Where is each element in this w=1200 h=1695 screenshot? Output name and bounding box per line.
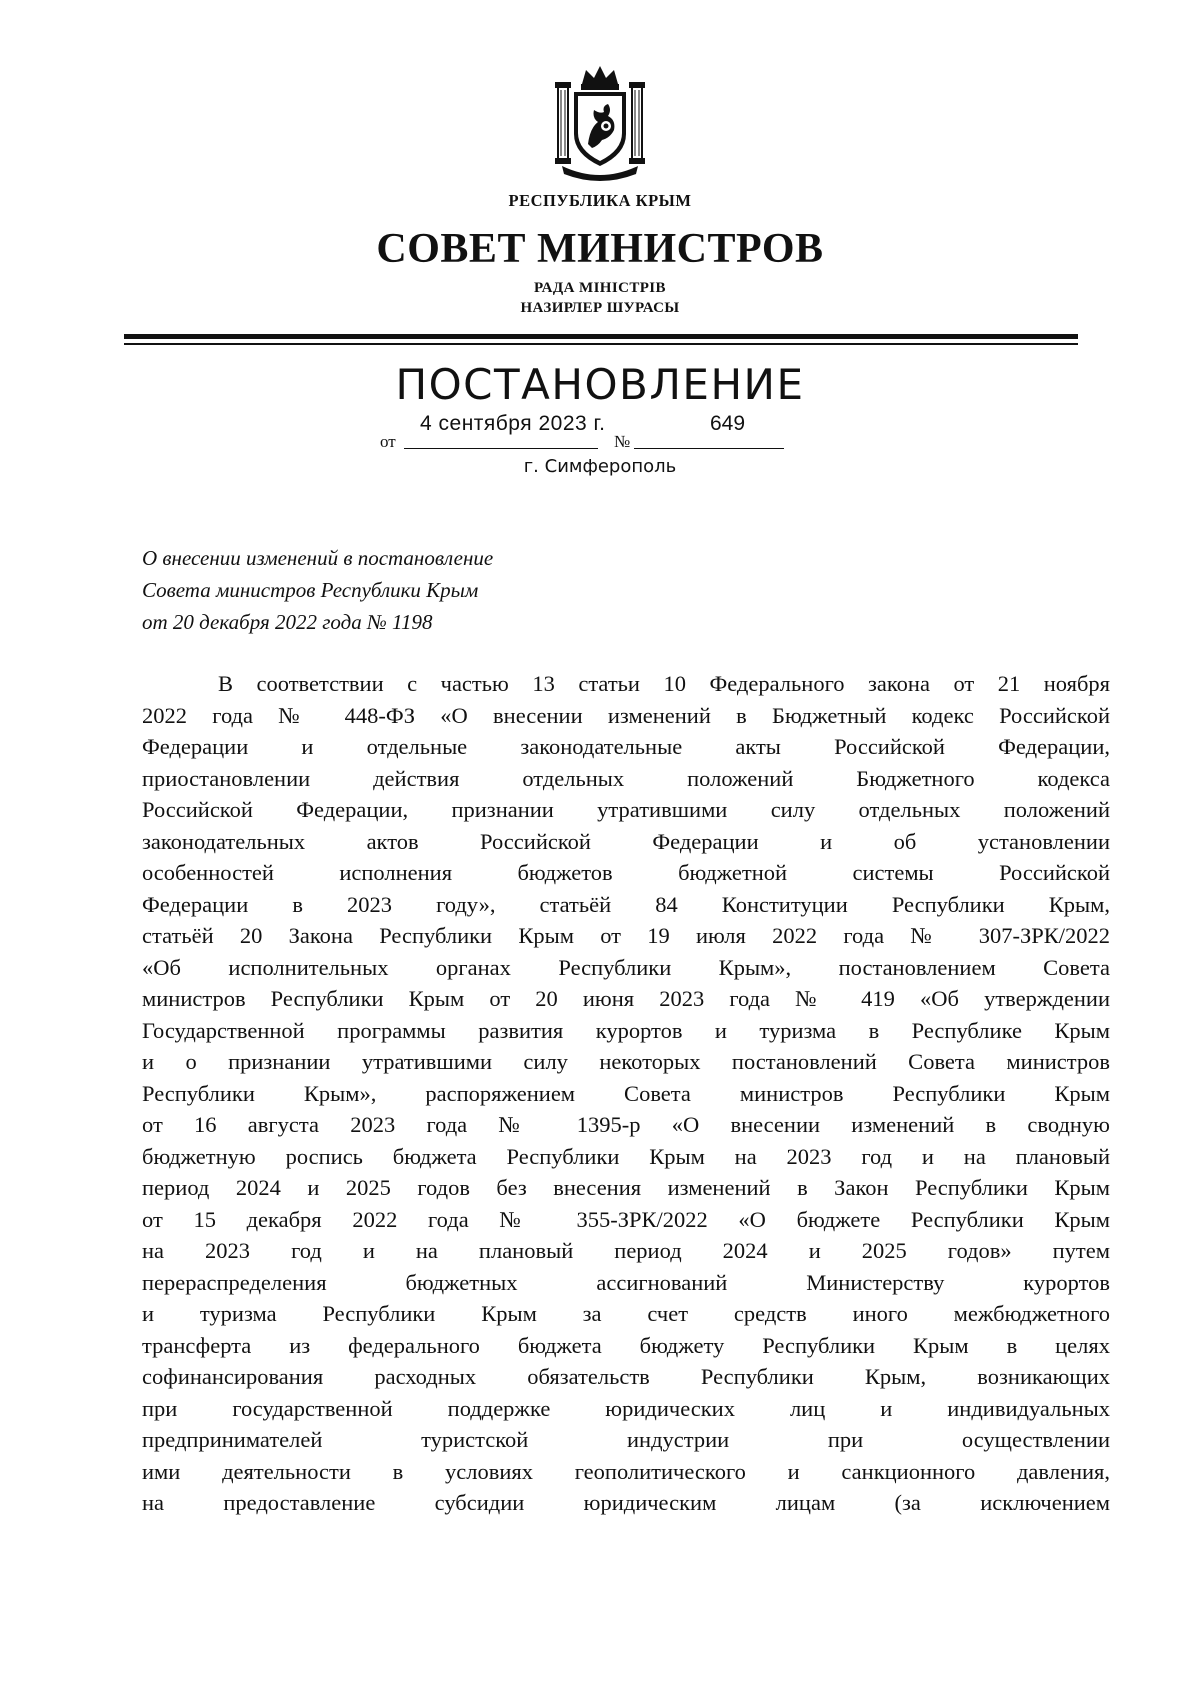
body-line: бюджетную роспись бюджета Республики Крым на 2023 год и на плановый [142,1143,1110,1169]
body-line: трансферта из федерального бюджета бюджету Республики Крым в целях [142,1332,1110,1358]
body-line: статьёй 20 Закона Республики Крым от 19 июля 2022 года № 307-ЗРК/2022 [142,923,1110,948]
body-line: Республики Крым», распоряжением Совета министров Республики Крым [142,1080,1110,1106]
crimea-coat-of-arms-icon [552,62,648,184]
body-line: предпринимателей туристской индустрии при осуществлении [142,1427,1110,1452]
decree-city: г. Симферополь [523,456,677,477]
number-label: № [614,432,631,451]
decree-body [142,668,1110,1519]
decree-date-number-row [380,412,820,452]
number-underline [634,448,784,449]
date-underline [404,448,598,449]
body-line: законодательных актов Российской Федерации и об установлении [142,828,1110,854]
body-line: на 2023 год и на плановый период 2024 и 2025 годов» путем [142,1238,1110,1263]
body-line: приостановлении действия отдельных положений Бюджетного кодекса [142,765,1110,791]
body-line: ими деятельности в условиях геополитического и санкционного давления, [142,1458,1110,1484]
date-from-label: от [380,432,396,451]
body-line: и туризма Республики Крым за счет средств иного межбюджетного [142,1301,1110,1326]
body-line: перераспределения бюджетных ассигнований Министерству курортов [142,1269,1110,1295]
body-line: «Об исполнительных органах Республики Крым», постановлением Совета [142,954,1110,980]
body-line: от 15 декабря 2022 года № 355-ЗРК/2022 «О бюджете Республики Крым [142,1206,1110,1232]
body-line: Федерации в 2023 году», статьёй 84 Конституции Республики Крым, [142,891,1110,917]
decree-title: ПОСТАНОВЛЕНИЕ [395,360,805,409]
body-line: Российской Федерации, признании утратившими силу отдельных положений [142,797,1110,822]
header-divider-thin [124,343,1078,345]
body-line: на предоставление субсидии юридическим лицам (за исключением [142,1490,1110,1515]
body-line: Федерации и отдельные законодательные акты Российской Федерации, [142,734,1110,759]
body-line: особенностей исполнения бюджетов бюджетной системы Российской [142,860,1110,885]
council-name-crimean-tatar: НАЗИРЛЕР ШУРАСЫ [520,300,680,316]
body-line: Государственной программы развития курортов и туризма в Республике Крым [142,1017,1110,1043]
decree-number: 649 [710,412,746,435]
subject-line: Совета министров Республики Крым [142,578,479,602]
body-line: и о признании утратившими силу некоторых постановлений Совета министров [142,1049,1110,1074]
council-name-ukrainian: РАДА МІНІСТРІВ [534,280,666,296]
body-line: софинансирования расходных обязательств Республики Крым, возникающих [142,1364,1110,1389]
decree-date: 4 сентября 2023 г. [420,412,606,435]
body-line: 2022 года № 448-ФЗ «О внесении изменений в Бюджетный кодекс Российской [142,702,1110,728]
decree-subject [142,542,493,638]
body-line: от 16 августа 2023 года № 1395-р «О внесении изменений в сводную [142,1112,1110,1137]
body-line: В соответствии с частью 13 статьи 10 Федерального закона от 21 ноября [218,671,1110,696]
header-divider-thick [124,334,1078,339]
body-line: период 2024 и 2025 годов без внесения изменений в Закон Республики Крым [142,1175,1110,1200]
subject-line: от 20 декабря 2022 года № 1198 [142,610,433,634]
subject-line: О внесении изменений в постановление [142,546,494,570]
body-line: при государственной поддержке юридических лиц и индивидуальных [142,1395,1110,1421]
council-name: СОВЕТ МИНИСТРОВ [376,226,824,272]
body-line: министров Республики Крым от 20 июня 2023 года № 419 «Об утверждении [142,986,1110,1011]
republic-name: РЕСПУБЛИКА КРЫМ [508,191,692,210]
